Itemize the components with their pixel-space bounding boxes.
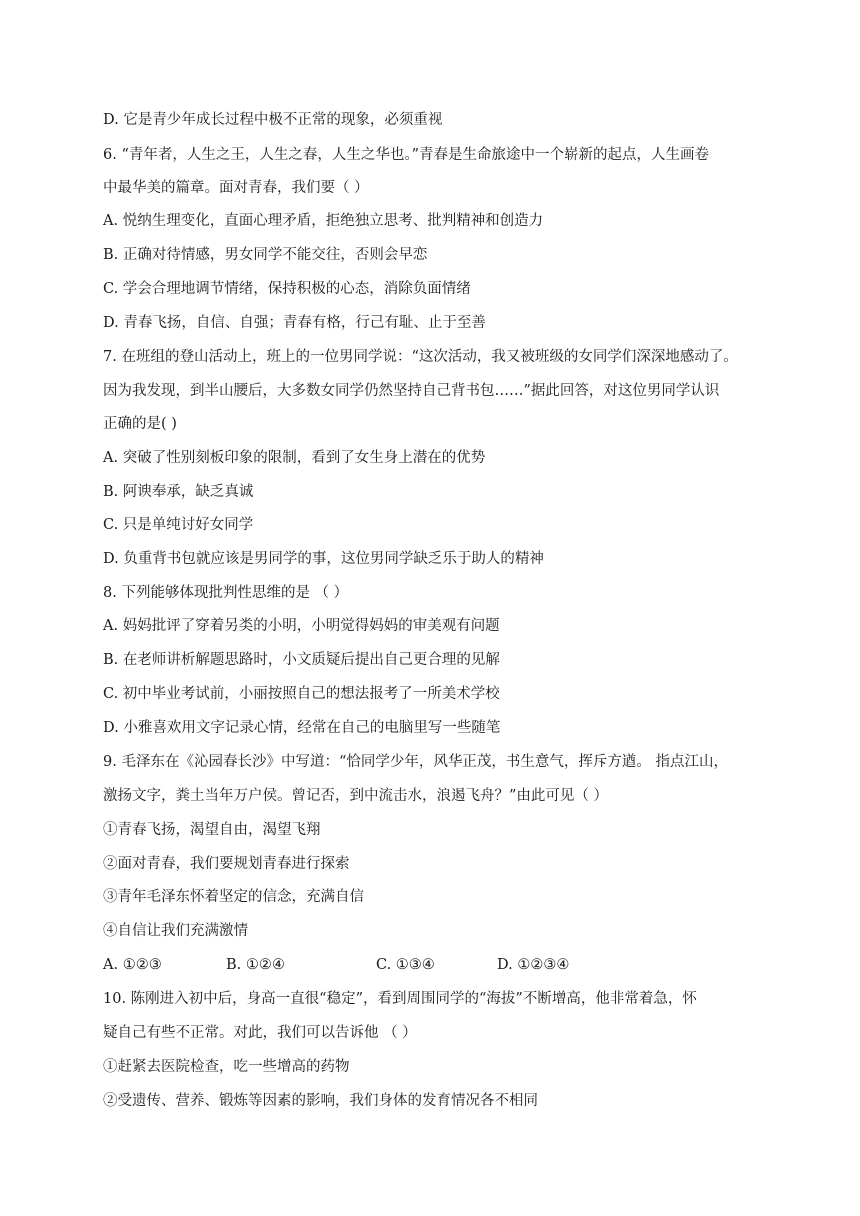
q9-stem-line-2: 激扬文字，粪土当年万户侯。曾记否，到中流击水，浪遏飞舟？”由此可见（ ） <box>103 788 609 804</box>
q8-option-a: A. 妈妈批评了穿着另类的小明，小明觉得妈妈的审美观有问题 <box>103 618 500 634</box>
q9-option-c: C. ①③④ <box>376 957 435 973</box>
q7-option-b: B. 阿谀奉承，缺乏真诚 <box>103 484 254 500</box>
q7-option-c: C. 只是单纯讨好女同学 <box>103 517 254 533</box>
q6-option-a: A. 悦纳生理变化，直面心理矛盾，拒绝独立思考、批判精神和创造力 <box>103 213 544 229</box>
q6-stem-line-1: 6. “青年者，人生之王，人生之春，人生之华也。”青春是生命旅途中一个崭新的起点，人生画卷 <box>103 147 710 163</box>
q6-option-b: B. 正确对待情感，男女同学不能交往，否则会早恋 <box>103 247 428 263</box>
q7-stem-line-1: 7. 在班组的登山活动上，班上的一位男同学说：“这次活动，我又被班级的女同学们深深地感动了。 <box>103 349 738 365</box>
q7-option-d: D. 负重背书包就应该是男同学的事，这位男同学缺乏乐于助人的精神 <box>103 551 544 567</box>
q7-stem-line-2: 因为我发现，到半山腰后，大多数女同学仍然坚持自己背书包……”据此回答，对这位男同学认识 <box>103 383 720 399</box>
q6-option-d: D. 青春飞扬，自信、自强；青春有格，行己有耻、止于至善 <box>103 315 486 331</box>
q9-options-row <box>103 955 783 975</box>
q6-option-c: C. 学会合理地调节情绪，保持积极的心态，消除负面情绪 <box>103 281 471 297</box>
q10-statement-1: ①赶紧去医院检查，吃一些增高的药物 <box>103 1059 350 1075</box>
q8-option-c: C. 初中毕业考试前，小丽按照自己的想法报考了一所美术学校 <box>103 686 500 702</box>
q8-option-b: B. 在老师讲析解题思路时，小文质疑后提出自己更合理的见解 <box>103 652 500 668</box>
q9-stem-line-1: 9. 毛泽东在《沁园春长沙》中写道：“恰同学少年，风华正茂，书生意气，挥斥方遒。 指点江山， <box>103 754 728 770</box>
q6-stem-line-2: 中最华美的篇章。面对青春，我们要（ ） <box>103 180 369 196</box>
q7-stem-line-3: 正确的是( ) <box>103 416 177 432</box>
q10-stem-line-2: 疑自己有些不正常。对此，我们可以告诉他 （ ） <box>103 1025 417 1041</box>
q9-statement-1: ①青春飞扬，渴望自由，渴望飞翔 <box>103 822 321 838</box>
q9-statement-4: ④自信让我们充满激情 <box>103 923 248 939</box>
q9-statement-2: ②面对青春，我们要规划青春进行探索 <box>103 856 350 872</box>
q9-option-b: B. ①②④ <box>226 957 285 973</box>
q8-option-d: D. 小雅喜欢用文字记录心情，经常在自己的电脑里写一些随笔 <box>103 720 501 736</box>
q10-statement-2: ②受遗传、营养、锻炼等因素的影响，我们身体的发育情况各不相同 <box>103 1093 538 1109</box>
q5-option-d: D. 它是青少年成长过程中极不正常的现象，必须重视 <box>103 112 443 128</box>
q9-option-a: A. ①②③ <box>103 957 162 973</box>
q10-stem-line-1: 10. 陈刚进入初中后，身高一直很“稳定”，看到周围同学的“海拔”不断增高，他非常着急，怀 <box>103 991 697 1007</box>
q8-stem: 8. 下列能够体现批判性思维的是 （ ） <box>103 585 349 601</box>
q9-statement-3: ③青年毛泽东怀着坚定的信念，充满自信 <box>103 889 364 905</box>
q9-option-d: D. ①②③④ <box>497 957 570 973</box>
q7-option-a: A. 突破了性别刻板印象的限制，看到了女生身上潜在的优势 <box>103 450 486 466</box>
